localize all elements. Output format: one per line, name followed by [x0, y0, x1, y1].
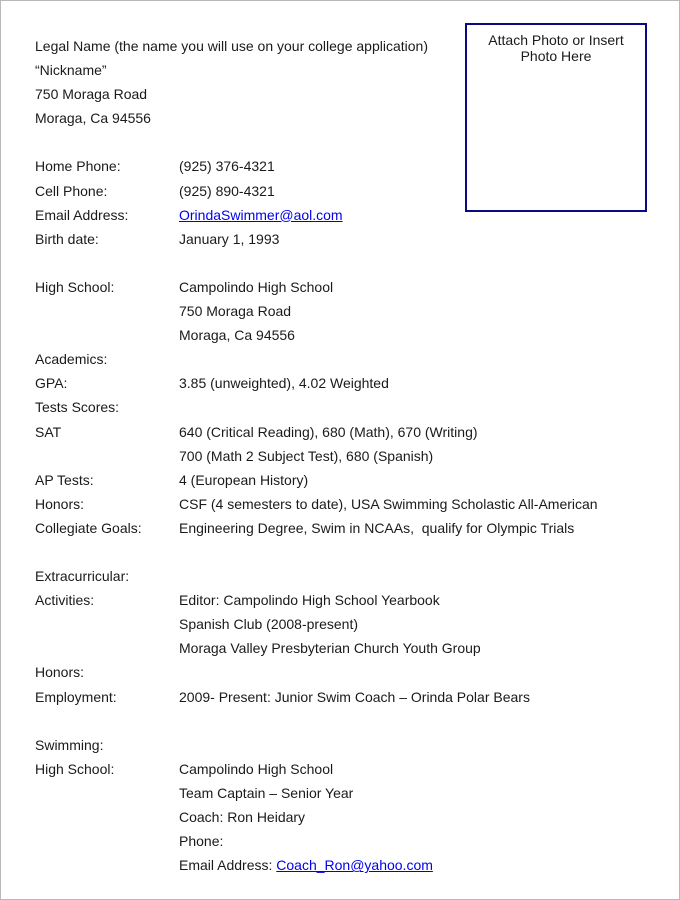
field-value — [179, 588, 440, 612]
field-label: Employment: — [35, 688, 117, 705]
field-value — [179, 685, 530, 709]
field-value — [179, 420, 478, 444]
field-value — [179, 636, 481, 660]
field-value — [179, 853, 433, 877]
email-link[interactable]: Coach_Ron@yahoo.com — [276, 857, 433, 874]
field-value — [179, 781, 353, 805]
field-label: Collegiate Goals: — [35, 519, 142, 536]
field-label: Honors: — [35, 495, 85, 512]
field-value-text: 700 (Math 2 Subject Test), 680 (Spanish) — [179, 447, 434, 464]
field-label: Email Address: — [35, 206, 129, 223]
field-value-text: 2009- Present: Junior Swim Coach – Orinda Polar Bears — [179, 688, 530, 705]
field-value — [179, 468, 308, 492]
field-label: “Nickname” — [35, 62, 107, 79]
field-label: High School: — [35, 760, 115, 777]
field-label: High School: — [35, 278, 115, 295]
field-value-text: Coach: Ron Heidary — [179, 809, 306, 825]
field-value-text: Campolindo High School — [179, 278, 334, 295]
field-label: Swimming: — [35, 736, 104, 753]
field-value — [179, 492, 598, 516]
field-label: Extracurricular: — [35, 568, 130, 585]
email-link[interactable]: OrindaSwimmer@aol.com — [179, 206, 343, 223]
field-label: GPA: — [35, 375, 68, 392]
field-value — [179, 323, 295, 347]
field-value-text: Editor: Campolindo High School Yearbook — [179, 592, 440, 609]
field-value-text: Email Address: — [179, 857, 277, 874]
field-label: 750 Moraga Road — [35, 86, 148, 103]
field-label: Academics: — [35, 351, 108, 368]
field-label: Tests Scores: — [35, 399, 120, 416]
field-value — [179, 612, 358, 636]
field-label: Cell Phone: — [35, 182, 108, 199]
field-value — [179, 227, 279, 251]
field-value-text: (925) 376-4321 — [179, 158, 275, 175]
photo-placeholder-box[interactable] — [465, 23, 647, 212]
field-label: Activities: — [35, 592, 95, 609]
field-value-text: 3.85 (unweighted), 4.02 Weighted — [179, 375, 389, 392]
field-value-text: CSF (4 semesters to date), USA Swimming Scholastic All-American — [179, 495, 598, 512]
field-value-text: 750 Moraga Road — [179, 303, 292, 320]
field-value-text: (925) 890-4321 — [179, 182, 275, 199]
field-value — [179, 444, 433, 468]
field-value-text: Phone: — [179, 833, 224, 850]
field-value-text: Moraga, Ca 94556 — [179, 327, 295, 344]
field-value-text: Team Captain – Senior Year — [179, 784, 354, 801]
field-label: Home Phone: — [35, 158, 121, 175]
field-value — [179, 516, 574, 540]
field-value — [179, 299, 291, 323]
field-value-text: Spanish Club (2008-present) — [179, 616, 358, 633]
field-label: Honors: — [35, 664, 85, 681]
field-value — [179, 179, 275, 203]
field-value-text: January 1, 1993 — [179, 230, 280, 247]
field-value — [179, 829, 223, 853]
field-value — [179, 203, 343, 227]
field-label: Birth date: — [35, 230, 99, 247]
field-value — [179, 154, 275, 178]
field-label: AP Tests: — [35, 471, 94, 488]
field-label: Legal Name (the name you will use on your college application) — [35, 38, 428, 54]
field-value-text: 640 (Critical Reading), 680 (Math), 670 (Writing) — [179, 423, 478, 440]
field-value — [179, 371, 389, 395]
field-value — [179, 275, 333, 299]
field-label: SAT — [35, 423, 62, 440]
field-value — [179, 805, 305, 829]
field-value-text: 4 (European History) — [179, 471, 309, 488]
field-value — [179, 757, 333, 781]
field-value-text: Engineering Degree, Swim in NCAAs, qualify for Olympic Trials — [179, 519, 575, 536]
photo-placeholder-text: Attach Photo or Insert Photo Here — [488, 32, 624, 64]
field-label: Moraga, Ca 94556 — [35, 110, 151, 127]
field-value-text: Campolindo High School — [179, 760, 334, 777]
field-value-text: Moraga Valley Presbyterian Church Youth Group — [179, 640, 481, 657]
